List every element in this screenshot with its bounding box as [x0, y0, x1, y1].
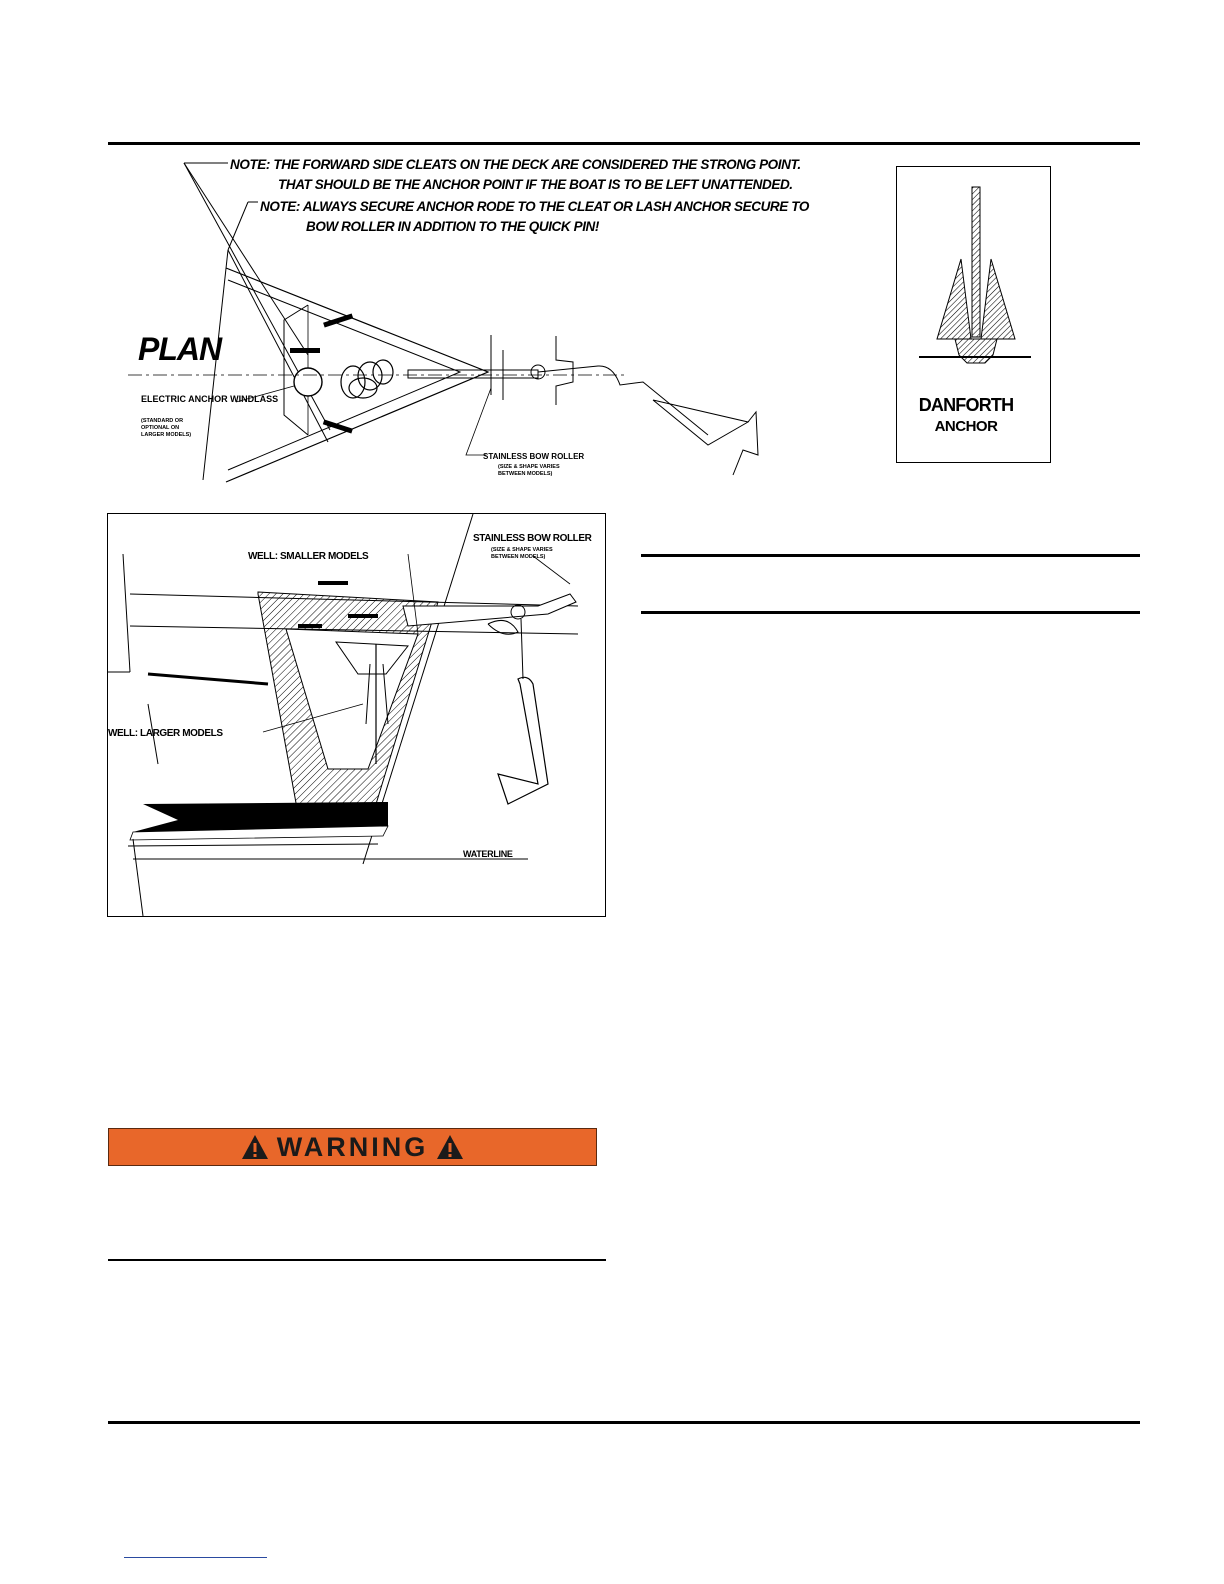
- windlass-sub-label: OPTIONAL ON: [141, 425, 180, 431]
- note-secure-rode-1: NOTE: ALWAYS SECURE ANCHOR RODE TO THE CLEAT OR LASH ANCHOR SECURE TO: [260, 199, 809, 214]
- section-rule: [641, 611, 1140, 614]
- windlass-sub-label: (STANDARD OR: [141, 418, 184, 424]
- section-rule: [641, 554, 1140, 557]
- danforth-anchor-icon: [897, 167, 1050, 462]
- bow-roller-sub-label: BETWEEN MODELS): [498, 471, 553, 477]
- plan-figure: [108, 150, 888, 495]
- header-rule: [108, 142, 1140, 145]
- footer-rule: [108, 1421, 1140, 1424]
- danforth-figure: [896, 166, 1051, 463]
- bow-roller-sub-label: (SIZE & SHAPE VARIES: [498, 464, 560, 470]
- well-smaller-models-label: WELL: SMALLER MODELS: [248, 551, 369, 562]
- note-secure-rode-2: BOW ROLLER IN ADDITION TO THE QUICK PIN!: [306, 219, 599, 234]
- cleat-icon: [318, 581, 348, 585]
- plan-label: PLAN: [138, 331, 222, 367]
- bow-roller-label: STAINLESS BOW ROLLER: [483, 452, 585, 461]
- danforth-label-1: DANFORTH: [918, 395, 1014, 415]
- note-strong-point-2: THAT SHOULD BE THE ANCHOR POINT IF THE BOAT IS TO BE LEFT UNATTENDED.: [278, 177, 793, 192]
- well-figure: [107, 513, 606, 917]
- windlass-label: ELECTRIC ANCHOR WINDLASS: [141, 394, 279, 404]
- warning-text: WARNING: [276, 1131, 429, 1162]
- well-larger-models-label: WELL: LARGER MODELS: [108, 728, 223, 739]
- footer-link[interactable]: [124, 1557, 267, 1558]
- well-bow-roller-label: STAINLESS BOW ROLLER: [473, 533, 592, 544]
- well-bow-roller-sub-label: (SIZE & SHAPE VARIES: [491, 547, 553, 553]
- warning-triangle-icon: [436, 1133, 464, 1161]
- warning-banner: [108, 1128, 597, 1166]
- waterline-label: WATERLINE: [463, 849, 513, 859]
- note-strong-point-1: NOTE: THE FORWARD SIDE CLEATS ON THE DECK ARE CONSIDERED THE STRONG POINT.: [230, 157, 801, 172]
- section-rule: [108, 1259, 606, 1261]
- danforth-label-2: ANCHOR: [934, 418, 998, 435]
- rope-coil-icon: [341, 360, 393, 398]
- windlass-sub-label: LARGER MODELS): [141, 432, 192, 438]
- anchor-well-drawing: [108, 514, 605, 916]
- cleat-icon: [290, 348, 320, 353]
- well-bow-roller-sub-label: BETWEEN MODELS): [491, 554, 546, 560]
- windlass-icon: [294, 368, 322, 396]
- warning-triangle-icon: [241, 1133, 269, 1161]
